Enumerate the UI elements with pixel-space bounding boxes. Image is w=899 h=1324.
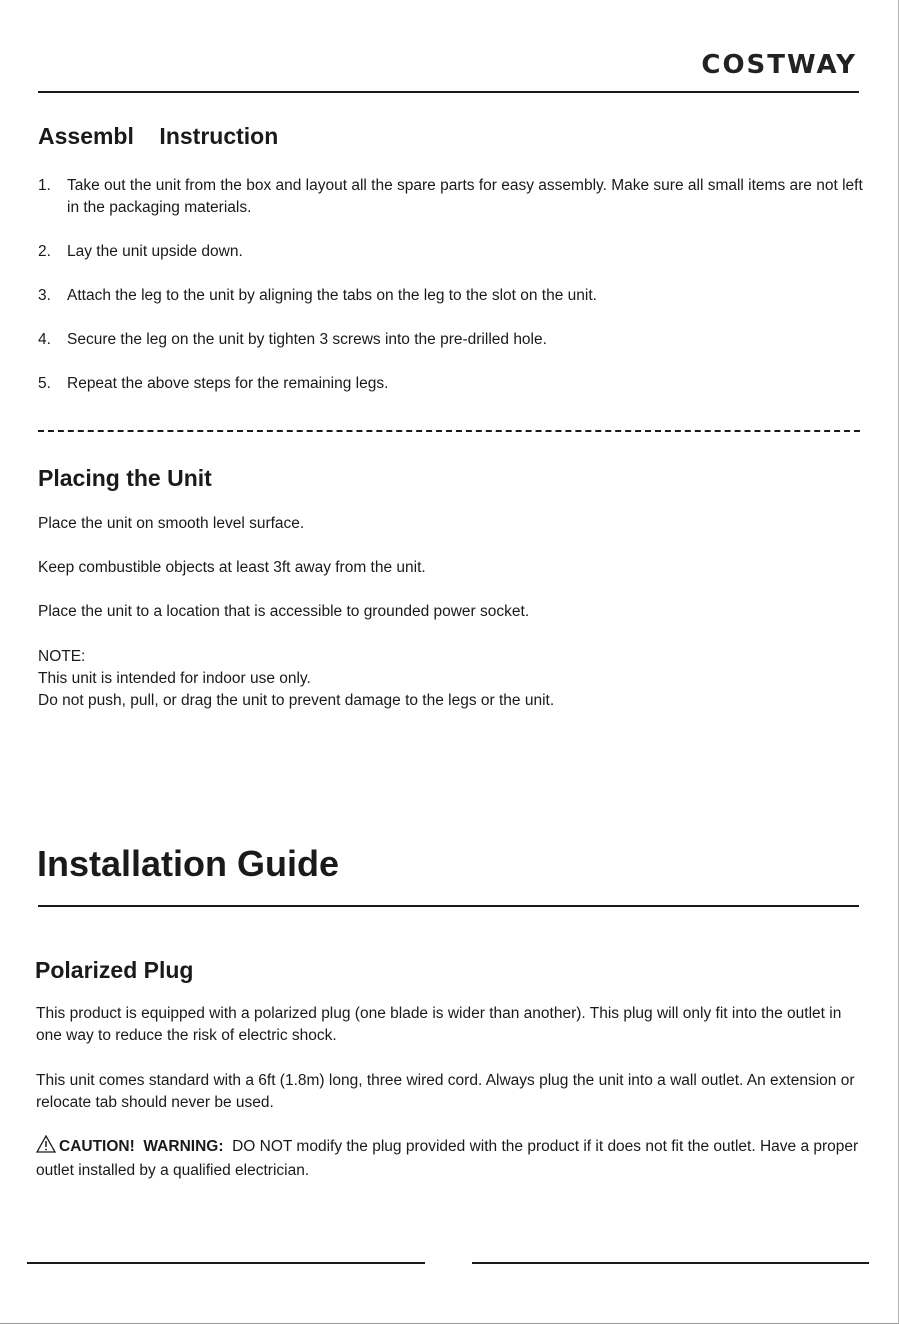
section-divider-dashed	[38, 430, 860, 432]
step-text: Attach the leg to the unit by aligning the tabs on the leg to the slot on the unit.	[67, 287, 597, 304]
assembly-steps	[38, 175, 868, 417]
assembly-step	[38, 241, 868, 263]
assembly-step	[38, 329, 868, 351]
note-line-1: This unit is intended for indoor use only.	[38, 670, 311, 687]
note-label: NOTE:	[38, 648, 86, 665]
step-number: 2.	[38, 243, 51, 260]
footer-rule-right	[472, 1262, 869, 1264]
caution-label: CAUTION!	[59, 1138, 135, 1155]
step-text: Repeat the above steps for the remaining legs.	[67, 375, 389, 392]
warning-label: WARNING:	[143, 1138, 224, 1155]
step-text: Secure the leg on the unit by tighten 3 screws into the pre-drilled hole.	[67, 331, 547, 348]
placing-line-1: Place the unit on smooth level surface.	[38, 515, 305, 532]
step-text: Take out the unit from the box and layout all the spare parts for easy assembly. Make sure all small items are not left in the packaging materials.	[67, 177, 863, 216]
step-number: 4.	[38, 331, 51, 348]
assembly-step	[38, 285, 868, 307]
assembly-step	[38, 175, 868, 219]
step-number: 1.	[38, 177, 51, 194]
plug-title: Polarized Plug	[35, 957, 194, 983]
plug-paragraph-1: This product is equipped with a polarized plug (one blade is wider than another). This plug will only fit into the outlet in one way to reduce the risk of electric shock.	[36, 1005, 842, 1044]
installation-rule	[38, 905, 859, 907]
placing-line-2: Keep combustible objects at least 3ft away from the unit.	[38, 559, 426, 576]
step-number: 5.	[38, 375, 51, 392]
installation-title: Installation Guide	[37, 843, 340, 884]
plug-paragraph-2: This unit comes standard with a 6ft (1.8m) long, three wired cord. Always plug the unit into a wall outlet. An extension or relocate tab should never be used.	[36, 1072, 855, 1111]
step-number: 3.	[38, 287, 51, 304]
placing-line-3: Place the unit to a location that is accessible to grounded power socket.	[38, 603, 530, 620]
assembly-title: Assembl Instruction	[38, 123, 279, 149]
warning-triangle-icon	[36, 1135, 56, 1160]
header-rule	[38, 91, 859, 93]
note-line-2: Do not push, pull, or drag the unit to prevent damage to the legs or the unit.	[38, 692, 555, 709]
placing-title: Placing the Unit	[38, 465, 212, 491]
warning-paragraph	[36, 1135, 866, 1182]
footer-rule-left	[27, 1262, 425, 1264]
step-text: Lay the unit upside down.	[67, 243, 243, 260]
warning-text: DO NOT modify the plug provided with the product if it does not fit the outlet. Have a proper outlet installed by a qualified electrician.	[36, 1138, 859, 1179]
brand-logo: COSTWAY	[701, 50, 857, 80]
assembly-step	[38, 373, 868, 395]
